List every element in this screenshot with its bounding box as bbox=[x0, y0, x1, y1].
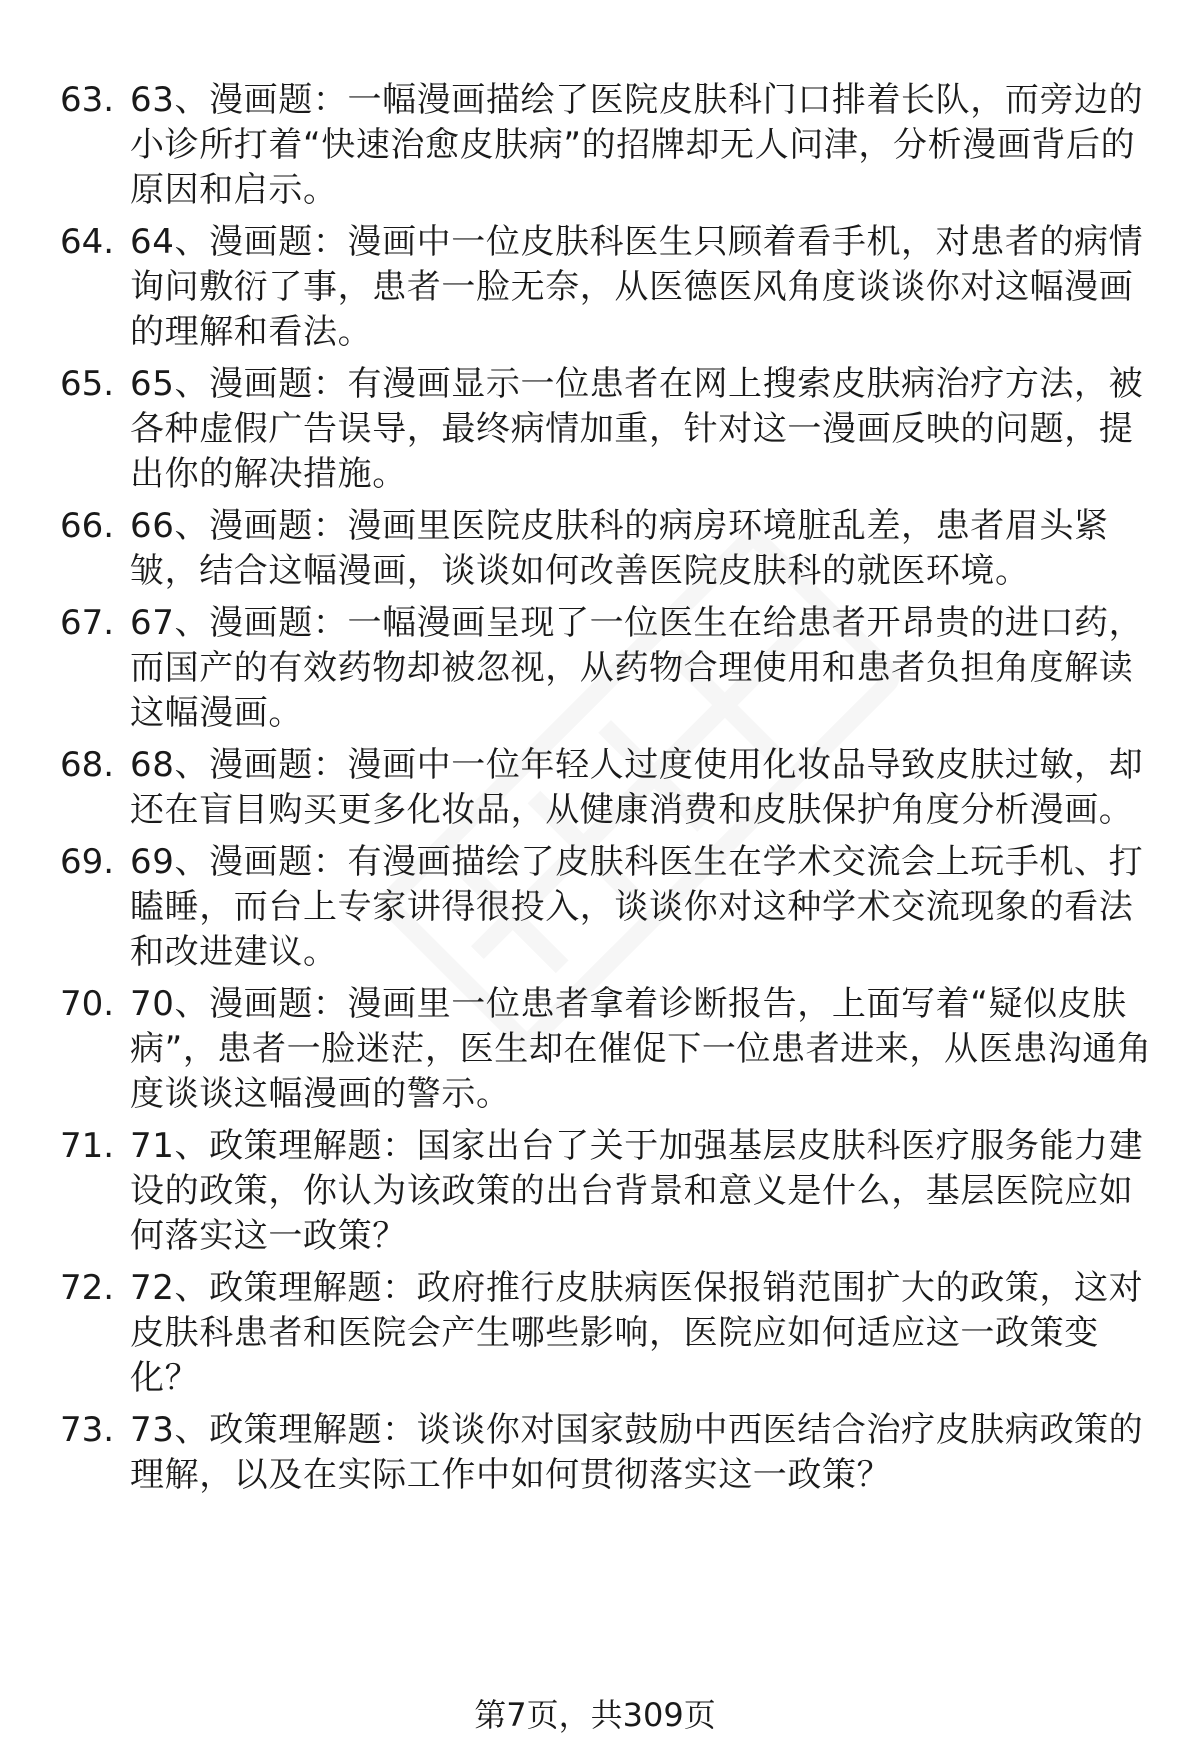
question-number: 71. bbox=[60, 1126, 115, 1166]
question-text: 69、漫画题：有漫画描绘了皮肤科医生在学术交流会上玩手机、打瞌睡，而台上专家讲得很投入，谈谈你对这种学术交流现象的看法和改进建议。 bbox=[130, 842, 1144, 972]
question-item bbox=[60, 840, 1160, 975]
question-number: 65. bbox=[60, 364, 115, 404]
question-number: 69. bbox=[60, 842, 115, 882]
question-text: 70、漫画题：漫画里一位患者拿着诊断报告，上面写着“疑似皮肤病”，患者一脸迷茫，医生却在催促下一位患者进来，从医患沟通角度谈谈这幅漫画的警示。 bbox=[130, 984, 1152, 1114]
question-text: 68、漫画题：漫画中一位年轻人过度使用化妆品导致皮肤过敏，却还在盲目购买更多化妆品，从健康消费和皮肤保护角度分析漫画。 bbox=[130, 745, 1144, 830]
question-item bbox=[60, 78, 1160, 213]
question-text: 66、漫画题：漫画里医院皮肤科的病房环境脏乱差，患者眉头紧皱，结合这幅漫画，谈谈如何改善医院皮肤科的就医环境。 bbox=[130, 506, 1109, 591]
question-item bbox=[60, 1266, 1160, 1401]
question-number: 72. bbox=[60, 1268, 115, 1308]
question-number: 64. bbox=[60, 222, 115, 262]
page-footer: 第7页，共309页 bbox=[474, 1696, 716, 1734]
question-item bbox=[60, 504, 1160, 594]
question-list bbox=[60, 78, 1160, 1505]
question-item bbox=[60, 743, 1160, 833]
question-number: 66. bbox=[60, 506, 115, 546]
question-number: 70. bbox=[60, 984, 115, 1024]
question-item bbox=[60, 1124, 1160, 1259]
question-number: 73. bbox=[60, 1410, 115, 1450]
question-number: 67. bbox=[60, 603, 115, 643]
question-number: 63. bbox=[60, 80, 115, 120]
question-text: 71、政策理解题：国家出台了关于加强基层皮肤科医疗服务能力建设的政策，你认为该政策的出台背景和意义是什么，基层医院应如何落实这一政策？ bbox=[130, 1126, 1144, 1256]
question-text: 64、漫画题：漫画中一位皮肤科医生只顾着看手机，对患者的病情询问敷衍了事，患者一脸无奈，从医德医风角度谈谈你对这幅漫画的理解和看法。 bbox=[130, 222, 1144, 352]
question-item bbox=[60, 1408, 1160, 1498]
question-text: 72、政策理解题：政府推行皮肤病医保报销范围扩大的政策，这对皮肤科患者和医院会产生哪些影响，医院应如何适应这一政策变化？ bbox=[130, 1268, 1144, 1398]
question-item bbox=[60, 601, 1160, 736]
question-number: 68. bbox=[60, 745, 115, 785]
question-text: 67、漫画题：一幅漫画呈现了一位医生在给患者开昂贵的进口药，而国产的有效药物却被忽视，从药物合理使用和患者负担角度解读这幅漫画。 bbox=[130, 603, 1144, 733]
question-item bbox=[60, 220, 1160, 355]
question-text: 63、漫画题：一幅漫画描绘了医院皮肤科门口排着长队，而旁边的小诊所打着“快速治愈皮肤病”的招牌却无人问津，分析漫画背后的原因和启示。 bbox=[130, 80, 1144, 210]
question-text: 73、政策理解题：谈谈你对国家鼓励中西医结合治疗皮肤病政策的理解，以及在实际工作中如何贯彻落实这一政策？ bbox=[130, 1410, 1144, 1495]
question-item bbox=[60, 362, 1160, 497]
question-text: 65、漫画题：有漫画显示一位患者在网上搜索皮肤病治疗方法，被各种虚假广告误导，最终病情加重，针对这一漫画反映的问题，提出你的解决措施。 bbox=[130, 364, 1144, 494]
question-item bbox=[60, 982, 1160, 1117]
